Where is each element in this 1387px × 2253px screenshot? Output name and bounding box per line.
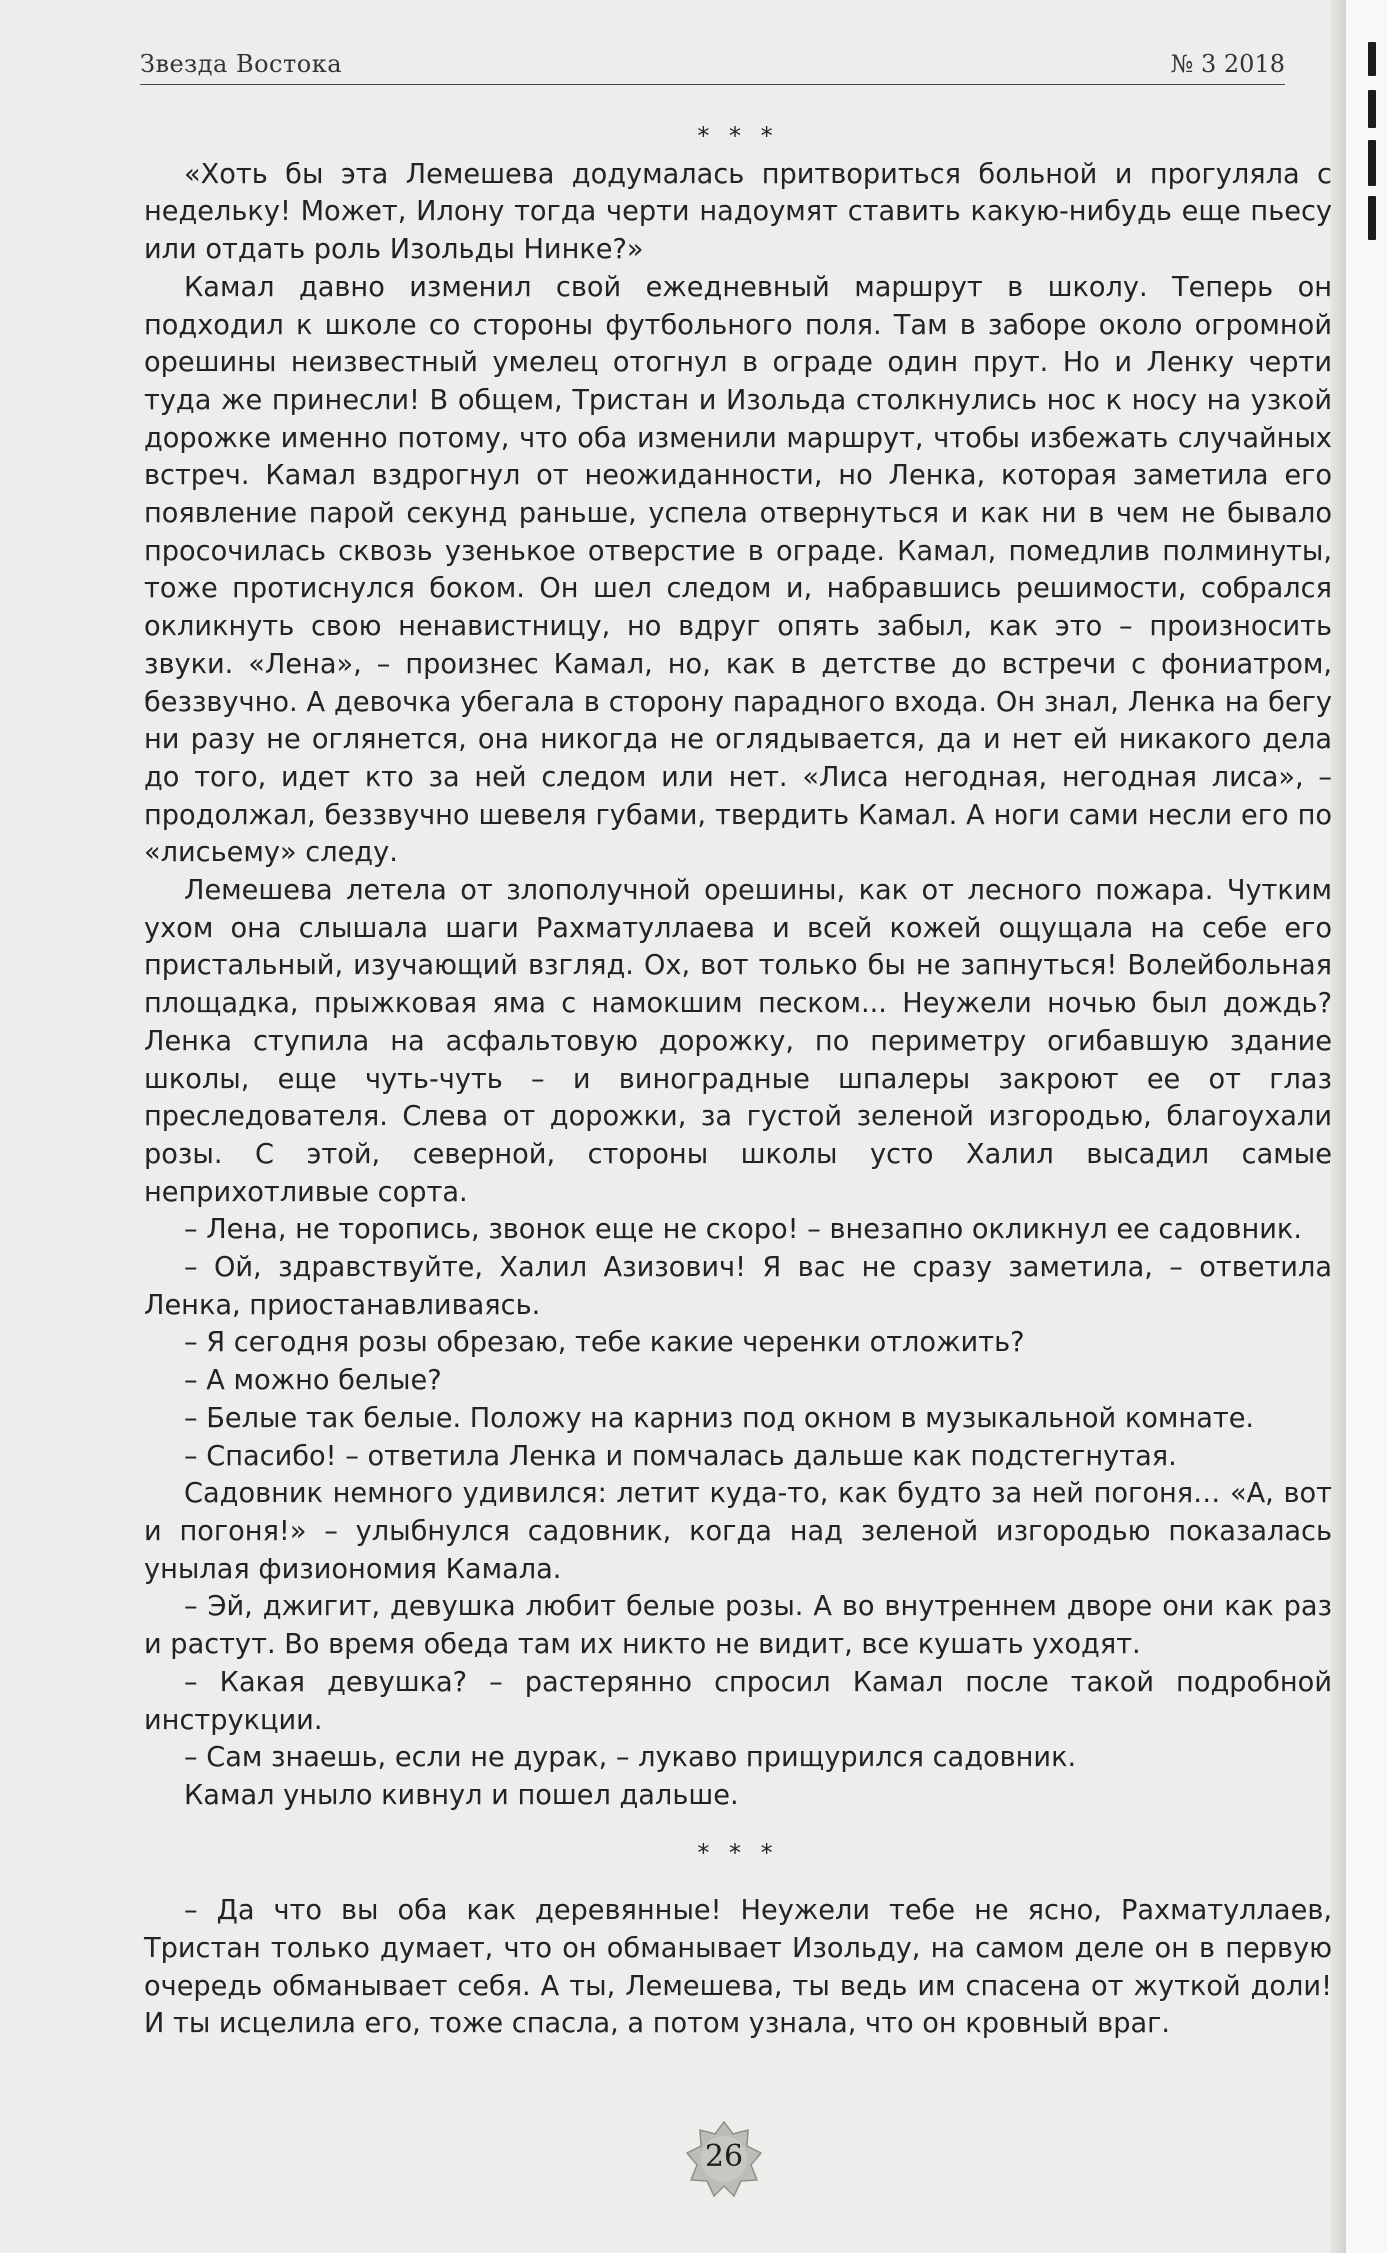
page-number: 26 xyxy=(704,2139,744,2174)
dialogue-line: – Какая девушка? – растерянно спросил Камал после такой подробной инструкции. xyxy=(144,1666,1332,1736)
scene-break: * * * xyxy=(697,122,779,150)
paragraph: Лемешева летела от злополучной орешины, как от лесного пожара. Чутким ухом она слышала шаги Рахматуллаева и всей кожей ощущала на себе его пристальный, изучающий взгляд. Ох, вот только бы не запнуться! Волейбольная площадка, прыжковая яма с намокшим песком... Неужели ночью был дождь? Ленка ступила на асфальтовую дорожку, по периметру огибавшую здание школы, еще чуть-чуть – и виноградные шпалеры закроют ее от глаз преследователя. Слева от дорожки, за густой зеленой изгородью, благоухали розы. С этой, северной, стороны школы усто Халил высадил самые неприхотливые сорта. xyxy=(144,875,1332,1208)
adjacent-text-fragment xyxy=(1368,90,1376,128)
paragraph: Садовник немного удивился: летит куда-то, как будто за ней погоня… «А, вот и погоня!» – улыбнулся садовник, когда над зеленой изгородью показалась унылая физиономия Камала. xyxy=(144,1478,1332,1585)
paragraph: «Хоть бы эта Лемешева додумалась притвориться больной и прогуляла с недельку! Может, Илону тогда черти надоумят ставить какую-нибудь еще пьесу или отдать роль Изольды Нинке?» xyxy=(144,158,1332,266)
issue-number: № 3 2018 xyxy=(1170,50,1285,78)
dialogue-line: – Белые так белые. Положу на карниз под окном в музыкальной комнате. xyxy=(184,1402,1255,1434)
dialogue-line: – Лена, не торопись, звонок еще не скоро! – внезапно окликнул ее садовник. xyxy=(184,1214,1302,1246)
adjacent-page-edge xyxy=(1346,0,1387,2253)
adjacent-text-fragment xyxy=(1368,140,1376,186)
running-header xyxy=(140,50,1285,85)
adjacent-text-fragment xyxy=(1368,196,1376,240)
paragraph: Камал уныло кивнул и пошел дальше. xyxy=(184,1779,739,1811)
scene-break: * * * xyxy=(697,1838,779,1867)
dialogue-line: – Сам знаешь, если не дурак, – лукаво прищурился садовник. xyxy=(184,1742,1077,1774)
dialogue-line: – Ой, здравствуйте, Халил Азизович! Я вас не сразу заметила, – ответила Ленка, приостанавливаясь. xyxy=(144,1252,1332,1321)
dialogue-line: – Спасибо! – ответила Ленка и помчалась дальше как подстегнутая. xyxy=(184,1440,1177,1472)
paragraph: Камал давно изменил свой ежедневный маршрут в школу. Теперь он подходил к школе со стороны футбольного поля. Там в заборе около огромной орешины неизвестный умелец отогнул в ограде один прут. Но и Ленку черти туда же принесли! В общем, Тристан и Изольда столкнулись нос к носу на узкой дорожке именно потому, что оба изменили маршрут, чтобы избежать случайных встреч. Камал вздрогнул от неожиданности, но Ленка, которая заметила его появление парой секунд раньше, успела отвернуться и как ни в чем не бывало просочилась сквозь узенькое отверстие в ограде. Камал, помедлив полминуты, тоже протиснулся боком. Он шел следом и, набравшись решимости, собрался окликнуть свою ненавистницу, но вдруг опять забыл, как это – произносить звуки. «Лена», – произнес Камал, но, как в детстве до встречи с фониатром, беззвучно. А девочка убегала в сторону парадного входа. Он знал, Ленка на бегу ни разу не оглянется, она никогда не оглядывается, да и нет ей никакого дела до того, идет кто за ней следом или нет. «Лиса негодная, негодная лиса», – продолжал, беззвучно шевеля губами, твердить Камал. А ноги сами несли его по «лисьему» следу. xyxy=(144,271,1332,869)
dialogue-line: – Эй, джигит, девушка любит белые розы. А во внутреннем дворе они как раз и растут. Во время обеда там их никто не видит, все кушать уходят. xyxy=(144,1591,1332,1661)
adjacent-text-fragment xyxy=(1368,42,1376,76)
dialogue-line: – Да что вы оба как деревянные! Неужели тебе не ясно, Рахматуллаев, Тристан только думает, что он обманывает Изольду, на самом деле он в первую очередь обманывает себя. А ты, Лемешева, ты ведь им спасена от жуткой доли! И ты исцелила его, тоже спасла, а потом узнала, что он кровный враг. xyxy=(144,1895,1332,2040)
page-number-badge xyxy=(684,2120,764,2200)
journal-title: Звезда Востока xyxy=(140,50,343,78)
spacer xyxy=(144,1815,1332,1835)
dialogue-line: – Я сегодня розы обрезаю, тебе какие черенки отложить? xyxy=(184,1327,1025,1359)
dialogue-line: – А можно белые? xyxy=(184,1365,442,1397)
article-text xyxy=(144,118,1332,2043)
spacer xyxy=(144,1872,1332,1892)
